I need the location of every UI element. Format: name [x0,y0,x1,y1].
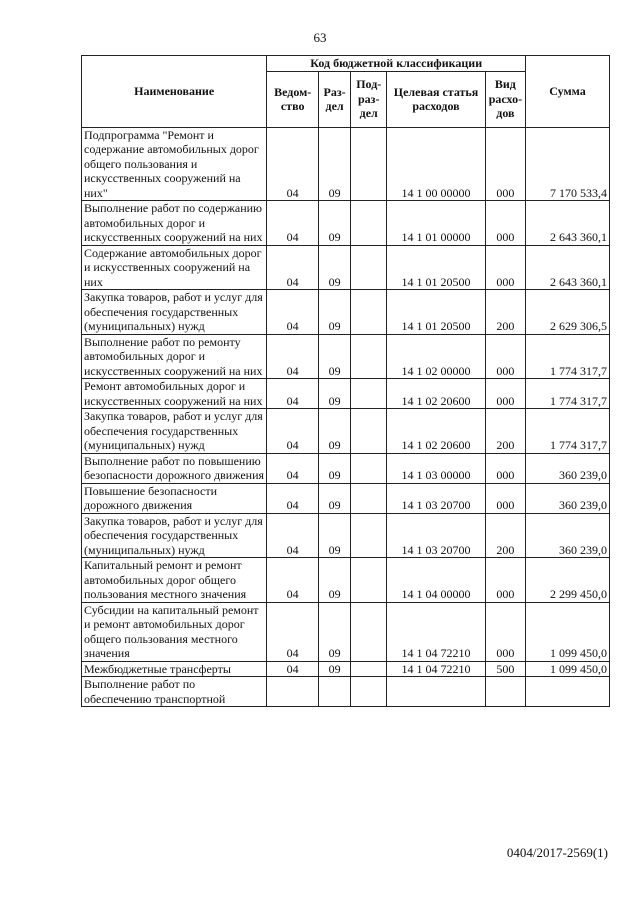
row-name: Выполнение работ по ремонту автомобильных дорог и искусственных сооружений на них [82,334,267,379]
row-name: Закупка товаров, работ и услуг для обеспечения государственных (муниципальных) нужд [82,409,267,454]
row-podrazdel [351,513,387,558]
row-vedomstvo: 04 [267,201,319,246]
header-vedomstvo: Ведом-ство [267,71,319,127]
table-row [82,379,610,409]
row-podrazdel [351,453,387,483]
row-razdel: 09 [319,290,351,335]
row-target-article: 14 1 02 00000 [387,334,485,379]
table-body [82,127,610,707]
table-row [82,245,610,290]
row-sum: 2 643 360,1 [526,201,610,246]
table-row [82,453,610,483]
row-name: Выполнение работ по обеспечению транспортной [82,677,267,707]
row-name: Ремонт автомобильных дорог и искусственных сооружений на них [82,379,267,409]
row-name: Капитальный ремонт и ремонт автомобильных дорог общего пользования местного значения [82,558,267,603]
row-vedomstvo: 04 [267,483,319,513]
row-target-article: 14 1 02 20600 [387,409,485,454]
row-podrazdel [351,245,387,290]
header-podrazdel: Под-раз-дел [351,71,387,127]
row-name: Субсидии на капитальный ремонт и ремонт автомобильных дорог общего пользования местного значения [82,602,267,661]
table-row [82,513,610,558]
header-name: Наименование [82,56,267,128]
row-target-article: 14 1 01 00000 [387,201,485,246]
table-row [82,290,610,335]
row-expense-type: 000 [485,483,525,513]
row-target-article: 14 1 03 20700 [387,483,485,513]
row-name: Закупка товаров, работ и услуг для обеспечения государственных (муниципальных) нужд [82,513,267,558]
row-name: Закупка товаров, работ и услуг для обеспечения государственных (муниципальных) нужд [82,290,267,335]
row-name: Повышение безопасности дорожного движения [82,483,267,513]
row-podrazdel [351,201,387,246]
row-razdel: 09 [319,558,351,603]
header-budget-classification: Код бюджетной классификации [267,56,526,72]
row-name: Выполнение работ по содержанию автомобильных дорог и искусственных сооружений на них [82,201,267,246]
row-expense-type: 000 [485,602,525,661]
table-row [82,677,610,707]
row-target-article: 14 1 02 20600 [387,379,485,409]
row-sum: 2 299 450,0 [526,558,610,603]
header-group-row [82,56,610,72]
row-target-article: 14 1 00 00000 [387,127,485,201]
row-sum: 360 239,0 [526,513,610,558]
row-expense-type: 000 [485,379,525,409]
row-sum: 2 629 306,5 [526,290,610,335]
row-vedomstvo: 04 [267,334,319,379]
row-name: Содержание автомобильных дорог и искусственных сооружений на них [82,245,267,290]
row-razdel: 09 [319,483,351,513]
row-target-article: 14 1 03 00000 [387,453,485,483]
row-sum [526,677,610,707]
row-name: Подпрограмма "Ремонт и содержание автомобильных дорог общего пользования и искусственных сооружений на них" [82,127,267,201]
row-vedomstvo: 04 [267,127,319,201]
row-podrazdel [351,290,387,335]
row-target-article [387,677,485,707]
table-row [82,127,610,201]
row-razdel: 09 [319,409,351,454]
row-expense-type: 500 [485,661,525,677]
table-row [82,661,610,677]
row-razdel: 09 [319,127,351,201]
table-row [82,602,610,661]
row-target-article: 14 1 04 72210 [387,661,485,677]
row-target-article: 14 1 01 20500 [387,245,485,290]
row-vedomstvo: 04 [267,558,319,603]
document-code: 0404/2017-2569(1) [506,845,608,860]
row-vedomstvo: 04 [267,661,319,677]
row-podrazdel [351,602,387,661]
row-razdel: 09 [319,245,351,290]
row-expense-type: 200 [485,409,525,454]
row-vedomstvo: 04 [267,290,319,335]
row-expense-type: 200 [485,513,525,558]
row-target-article: 14 1 04 72210 [387,602,485,661]
row-razdel: 09 [319,602,351,661]
header-expense-type: Вид расхо-дов [485,71,525,127]
table-row [82,409,610,454]
budget-table [81,55,610,707]
row-vedomstvo: 04 [267,602,319,661]
row-podrazdel [351,409,387,454]
row-podrazdel [351,483,387,513]
row-vedomstvo: 04 [267,409,319,454]
page-number: 63 [313,30,327,45]
row-vedomstvo: 04 [267,453,319,483]
row-sum: 7 170 533,4 [526,127,610,201]
row-expense-type: 000 [485,127,525,201]
row-sum: 1 774 317,7 [526,379,610,409]
table-row [82,483,610,513]
row-expense-type: 000 [485,334,525,379]
row-razdel: 09 [319,334,351,379]
row-podrazdel [351,334,387,379]
row-sum: 1 774 317,7 [526,334,610,379]
row-expense-type [485,677,525,707]
row-name: Выполнение работ по повышению безопасности дорожного движения [82,453,267,483]
row-podrazdel [351,379,387,409]
row-podrazdel [351,661,387,677]
row-target-article: 14 1 03 20700 [387,513,485,558]
table-row [82,334,610,379]
row-sum: 1 099 450,0 [526,602,610,661]
row-razdel: 09 [319,453,351,483]
row-expense-type: 000 [485,245,525,290]
row-razdel: 09 [319,201,351,246]
row-vedomstvo [267,677,319,707]
row-expense-type: 200 [485,290,525,335]
row-target-article: 14 1 04 00000 [387,558,485,603]
row-vedomstvo: 04 [267,379,319,409]
row-sum: 1 774 317,7 [526,409,610,454]
row-sum: 360 239,0 [526,483,610,513]
table-row [82,558,610,603]
header-razdel: Раз-дел [319,71,351,127]
header-target-article: Целевая статья расходов [387,71,485,127]
table-row [82,201,610,246]
header-sum: Сумма [526,56,610,128]
row-expense-type: 000 [485,558,525,603]
row-razdel: 09 [319,379,351,409]
row-podrazdel [351,677,387,707]
row-sum: 1 099 450,0 [526,661,610,677]
row-target-article: 14 1 01 20500 [387,290,485,335]
row-sum: 360 239,0 [526,453,610,483]
row-razdel: 09 [319,513,351,558]
row-podrazdel [351,558,387,603]
row-razdel [319,677,351,707]
row-vedomstvo: 04 [267,513,319,558]
row-sum: 2 643 360,1 [526,245,610,290]
row-razdel: 09 [319,661,351,677]
row-expense-type: 000 [485,453,525,483]
row-podrazdel [351,127,387,201]
row-name: Межбюджетные трансферты [82,661,267,677]
row-expense-type: 000 [485,201,525,246]
row-vedomstvo: 04 [267,245,319,290]
